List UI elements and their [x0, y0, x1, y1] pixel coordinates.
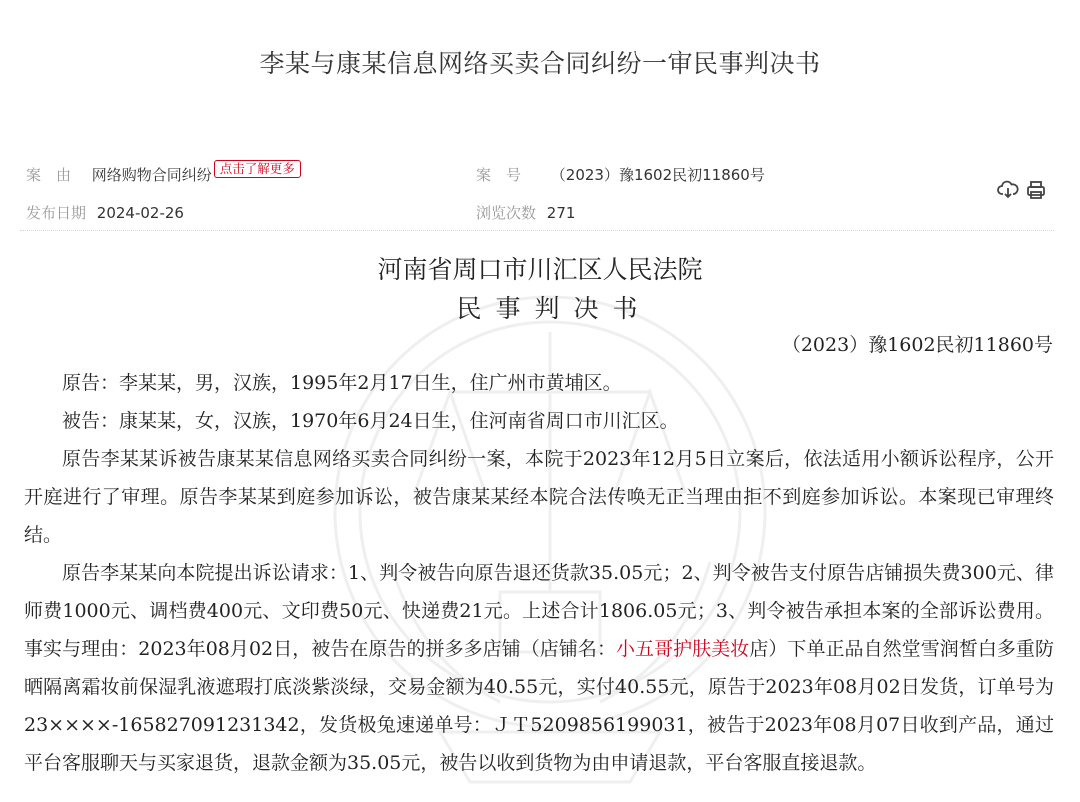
cause-field [26, 161, 301, 185]
cause-label: 案 由 [26, 166, 72, 184]
header-divider [20, 230, 1054, 231]
cause-value: 网络购物合同纠纷 [91, 166, 212, 184]
document-type: 民事判决书 [456, 294, 652, 323]
toolbar [997, 179, 1047, 201]
learn-more-link[interactable]: 点击了解更多 [214, 160, 301, 178]
case-number-value: （2023）豫1602民初11860号 [550, 166, 765, 184]
claims-paragraph [24, 554, 1054, 782]
claims-text-start: 原告李某某向本院提出诉讼请求：1、判令被告向原告退还货款35.05元；2、判令被告支付原告店铺损失费300元、律师费1000元、调档费400元、文印费50元、快递费21元。上述合计1806.05元；3、判令被告承担本案的全部诉讼费用。事实与理由：2023年08月02日，被告在原告的拼多多店铺（店铺名： [24, 562, 1054, 660]
publish-date-field [26, 202, 184, 223]
printer-icon[interactable] [1025, 179, 1047, 201]
document-title: 李某与康某信息网络买卖合同纠纷一审民事判决书 [259, 49, 821, 78]
case-intro-paragraph: 原告李某某诉被告康某某信息网络买卖合同纠纷一案，本院于2023年12月5日立案后，依法适用小额诉讼程序，公开开庭进行了审理。原告李某某到庭参加诉讼，被告康某某经本院合法传唤无正当理由拒不到庭参加诉讼。本案现已审理终结。 [24, 448, 1054, 546]
case-number-label: 案 号 [476, 166, 522, 184]
claims-text-end: 店）下单正品自然堂雪润皙白多重防晒隔离霜妆前保湿乳液遮瑕打底淡紫淡绿，交易金额为40.55元，实付40.55元，原告于2023年08月02日发货，订单号为23××××-165827091231342，发货极兔速递单号：ＪＴ5209856199031，被告于2023年08月07日收到产品，通过平台客服聊天与买家退货，退款金额为35.05元，被告以收到货物为由申请退款，平台客服直接退款。 [24, 638, 1054, 774]
view-count-value: 271 [546, 204, 576, 222]
publish-date-value: 2024-02-26 [96, 204, 184, 222]
court-name: 河南省周口市川汇区人民法院 [377, 255, 703, 284]
publish-date-label: 发布日期 [26, 204, 87, 222]
judgment-case-number: （2023）豫1602民初11860号 [781, 334, 1053, 356]
judgment-body [24, 364, 1054, 782]
plaintiff-paragraph: 原告：李某某，男，汉族，1995年2月17日生，住广州市黄埔区。 [62, 372, 622, 394]
view-count-label: 浏览次数 [476, 204, 537, 222]
cloud-download-icon[interactable] [997, 179, 1019, 201]
defendant-paragraph: 被告：康某某，女，汉族，1970年6月24日生，住河南省周口市川汇区。 [62, 410, 679, 432]
shop-name-highlight: 小五哥护肤美妆 [616, 638, 750, 660]
case-number-field [476, 164, 765, 185]
view-count-field [476, 202, 575, 223]
